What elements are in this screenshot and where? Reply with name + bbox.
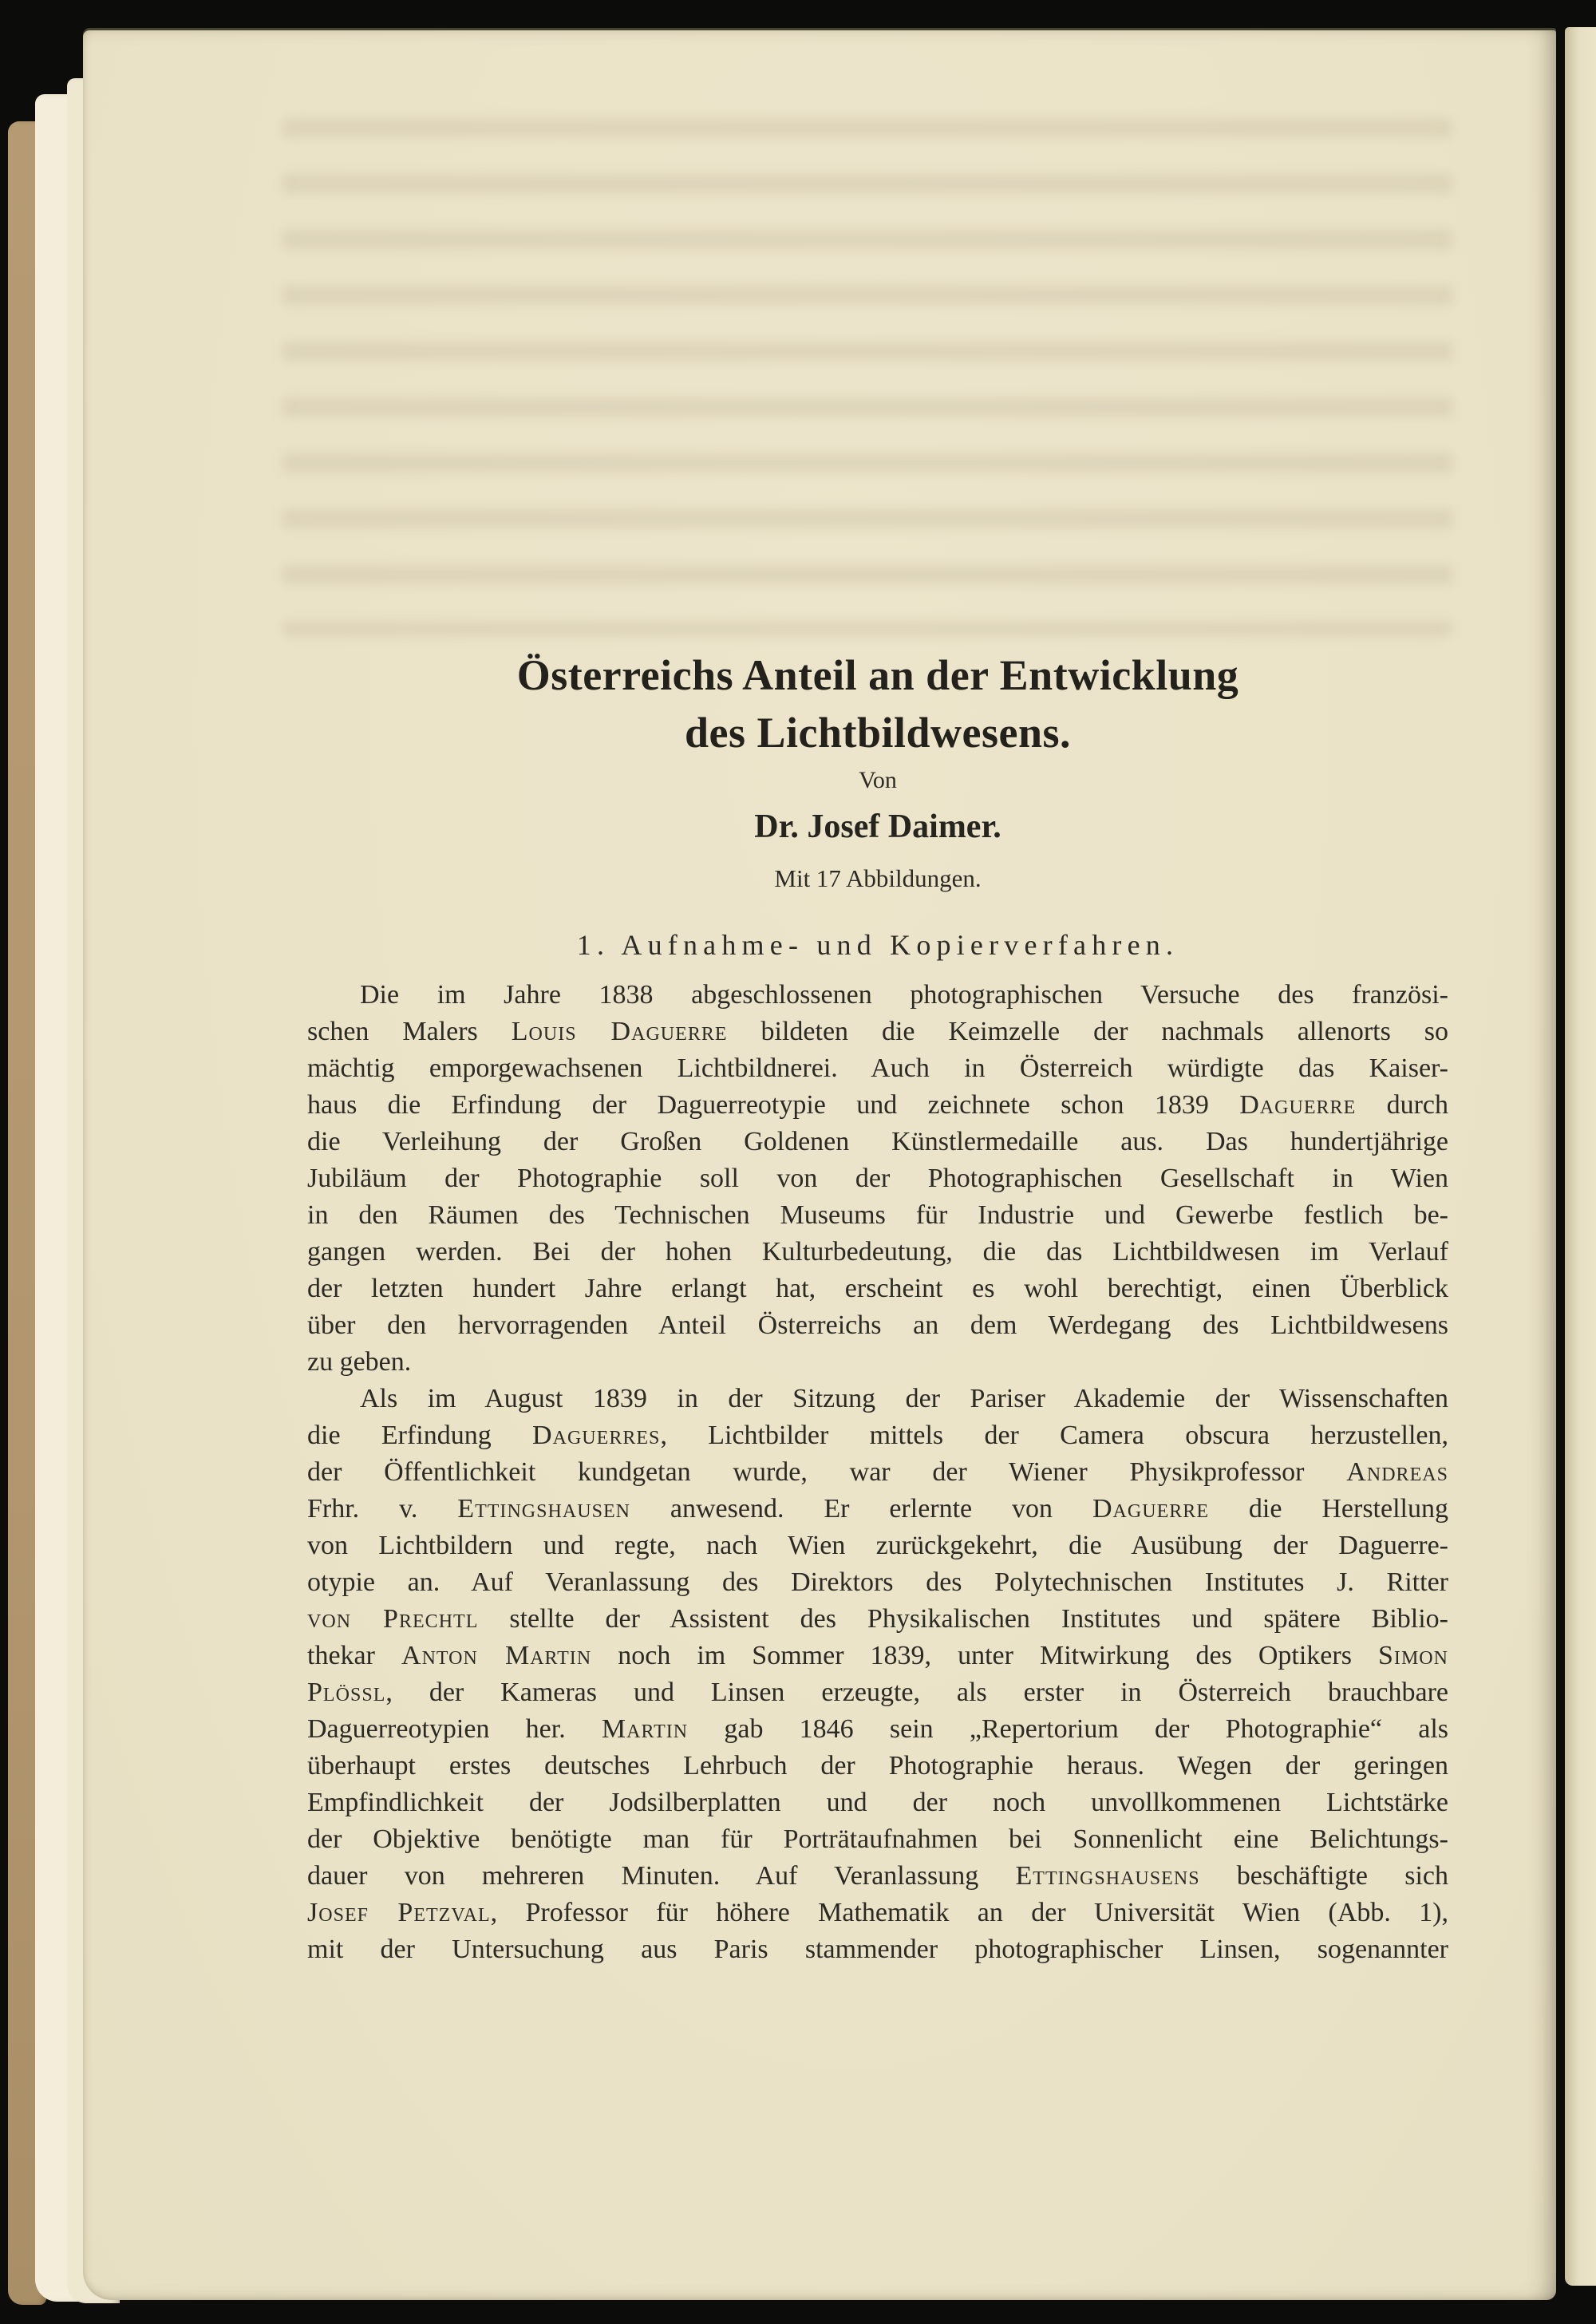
paragraph	[307, 977, 1448, 1381]
text-line: Empfindlichkeit der Jodsilberplatten und der noch unvollkommenen Lichtstärke	[307, 1788, 1448, 1817]
text-line: haus die Erfindung der Daguerreotypie und zeichnete schon 1839 Daguerre durch	[307, 1090, 1448, 1120]
person-name: Martin	[601, 1714, 689, 1744]
person-name: Daguerre	[1092, 1494, 1210, 1524]
title-line-2: des Lichtbildwesens.	[684, 709, 1072, 757]
person-name: Ettingshausens	[1015, 1861, 1200, 1891]
text-line: Josef Petzval, Professor für höhere Mathematik an der Universität Wien (Abb. 1),	[307, 1898, 1448, 1927]
person-name: Daguerre	[1239, 1090, 1357, 1120]
text-line: thekar Anton Martin noch im Sommer 1839, unter Mitwirkung des Optikers Simon	[307, 1641, 1449, 1670]
text-line: der Öffentlichkeit kundgetan wurde, war der Wiener Physikprofessor Andreas	[307, 1457, 1448, 1487]
title-line-1: Österreichs Anteil an der Entwicklung	[516, 651, 1239, 699]
text-line: der letzten hundert Jahre erlangt hat, erscheint es wohl berechtigt, einen Überblick	[307, 1274, 1448, 1303]
text-line: von Prechtl stellte der Assistent des Physikalischen Institutes und spätere Biblio-	[307, 1604, 1448, 1634]
text-line: überhaupt erstes deutsches Lehrbuch der Photographie heraus. Wegen der geringen	[307, 1751, 1448, 1781]
person-name: Andreas	[1346, 1457, 1448, 1487]
text-line: Jubiläum der Photographie soll von der Photographischen Gesellschaft in Wien	[307, 1164, 1448, 1193]
text-block	[307, 646, 1448, 1968]
byline-prefix: Von	[859, 767, 897, 793]
person-name: Plössl	[307, 1678, 386, 1707]
adjacent-page-edge	[1565, 27, 1596, 2286]
book-page	[83, 30, 1556, 2300]
text-line: mit der Untersuchung aus Paris stammender photographischer Linsen, sogenannter	[307, 1935, 1448, 1964]
author-name: Dr. Josef Daimer.	[754, 808, 1001, 845]
text-line: die Erfindung Daguerres, Lichtbilder mittels der Camera obscura herzustellen,	[307, 1421, 1448, 1450]
person-name: Anton Martin	[401, 1641, 592, 1670]
body-text	[307, 977, 1448, 1968]
section-heading: 1. Aufnahme- und Kopierverfahren.	[576, 929, 1179, 961]
text-line: die Verleihung der Großen Goldenen Künstlermedaille aus. Das hundertjährige	[307, 1127, 1448, 1156]
text-line: zu geben.	[307, 1347, 412, 1377]
person-name: Josef Petzval	[307, 1898, 491, 1927]
text-line: dauer von mehreren Minuten. Auf Veranlassung Ettingshausens beschäftigte sich	[307, 1861, 1448, 1891]
person-name: Simon	[1378, 1641, 1449, 1670]
person-name: von Prechtl	[307, 1604, 479, 1634]
text-line: gangen werden. Bei der hohen Kulturbedeutung, die das Lichtbildwesen im Verlauf	[307, 1237, 1448, 1267]
text-line: in den Räumen des Technischen Museums für Industrie und Gewerbe festlich be-	[307, 1200, 1448, 1230]
text-line: Frhr. v. Ettingshausen anwesend. Er erlernte von Daguerre die Herstellung	[307, 1494, 1448, 1524]
text-line: der Objektive benötigte man für Porträtaufnahmen bei Sonnenlicht eine Belichtungs-	[307, 1824, 1448, 1854]
paragraph	[307, 1381, 1448, 1968]
text-line: schen Malers Louis Daguerre bildeten die Keimzelle der nachmals allenorts so	[307, 1017, 1448, 1046]
text-line: mächtig emporgewachsenen Lichtbildnerei. Auch in Österreich würdigte das Kaiser-	[307, 1053, 1448, 1083]
text-line: Plössl, der Kameras und Linsen erzeugte, als erster in Österreich brauchbare	[307, 1678, 1448, 1707]
text-line: über den hervorragenden Anteil Österreichs an dem Werdegang des Lichtbildwesens	[307, 1310, 1448, 1340]
article-title	[307, 646, 1448, 761]
text-line: Als im August 1839 in der Sitzung der Pariser Akademie der Wissenschaften	[360, 1384, 1448, 1413]
person-name: Louis Daguerre	[511, 1017, 728, 1046]
text-line: Die im Jahre 1838 abgeschlossenen photographischen Versuche des französi-	[360, 980, 1448, 1010]
illustration-note: Mit 17 Abbildungen.	[774, 864, 982, 892]
text-line: von Lichtbildern und regte, nach Wien zurückgekehrt, die Ausübung der Daguerre-	[307, 1531, 1448, 1560]
text-line: Daguerreotypien her. Martin gab 1846 sein „Repertorium der Photographie“ als	[307, 1714, 1448, 1744]
person-name: Daguerres	[532, 1421, 661, 1450]
text-line: otypie an. Auf Veranlassung des Direktors des Polytechnischen Institutes J. Ritter	[307, 1567, 1448, 1597]
person-name: Ettingshausen	[457, 1494, 630, 1524]
